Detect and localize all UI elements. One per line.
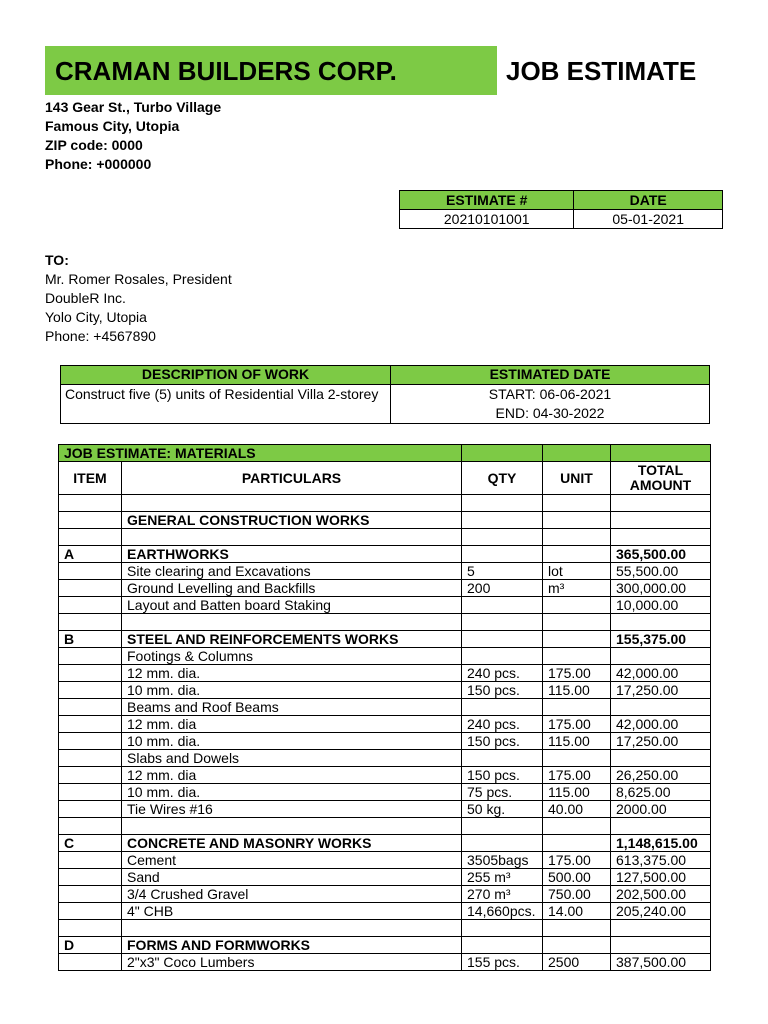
cell-qty: 150 pcs.	[462, 682, 543, 699]
estimated-date-header: ESTIMATED DATE	[391, 366, 710, 385]
cell-total: 205,240.00	[611, 903, 711, 920]
column-header-particulars: PARTICULARS	[122, 462, 462, 495]
cell-particulars: 10 mm. dia.	[122, 733, 462, 750]
table-row	[59, 512, 711, 529]
table-row	[59, 818, 711, 835]
cell-total: 26,250.00	[611, 767, 711, 784]
cell-qty	[462, 546, 543, 563]
cell-qty	[462, 750, 543, 767]
cell-qty: 255 m³	[462, 869, 543, 886]
cell-total: 42,000.00	[611, 665, 711, 682]
cell-item	[59, 648, 122, 665]
cell-particulars: EARTHWORKS	[122, 546, 462, 563]
cell-unit: m³	[543, 580, 611, 597]
cell-unit	[543, 614, 611, 631]
table-row	[59, 546, 711, 563]
table-row	[59, 801, 711, 818]
column-header-qty: QTY	[462, 462, 543, 495]
cell-particulars: Footings & Columns	[122, 648, 462, 665]
cell-qty	[462, 920, 543, 937]
cell-qty	[462, 937, 543, 954]
cell-item	[59, 716, 122, 733]
cell-unit	[543, 495, 611, 512]
address-line: ZIP code: 0000	[45, 137, 143, 153]
cell-particulars: Sand	[122, 869, 462, 886]
cell-particulars: FORMS AND FORMWORKS	[122, 937, 462, 954]
table-row	[59, 852, 711, 869]
cell-qty	[462, 529, 543, 546]
cell-particulars	[122, 920, 462, 937]
cell-qty: 75 pcs.	[462, 784, 543, 801]
cell-total: 55,500.00	[611, 563, 711, 580]
cell-item	[59, 954, 122, 971]
cell-total	[611, 614, 711, 631]
cell-total	[611, 495, 711, 512]
cell-total: 613,375.00	[611, 852, 711, 869]
work-description: Construct five (5) units of Residential Villa 2-storey	[61, 385, 391, 424]
cell-particulars: Tie Wires #16	[122, 801, 462, 818]
cell-unit: 115.00	[543, 733, 611, 750]
cell-item	[59, 495, 122, 512]
table-row	[59, 597, 711, 614]
cell-total: 387,500.00	[611, 954, 711, 971]
cell-qty: 14,660pcs.	[462, 903, 543, 920]
cell-total	[611, 818, 711, 835]
table-row	[59, 563, 711, 580]
header-fill	[462, 445, 543, 462]
cell-total: 10,000.00	[611, 597, 711, 614]
cell-particulars: GENERAL CONSTRUCTION WORKS	[122, 512, 462, 529]
address-line: 143 Gear St., Turbo Village	[45, 99, 222, 115]
cell-particulars	[122, 614, 462, 631]
table-row	[59, 580, 711, 597]
cell-qty: 200	[462, 580, 543, 597]
table-row	[59, 835, 711, 852]
cell-total: 17,250.00	[611, 682, 711, 699]
cell-item	[59, 784, 122, 801]
cell-qty	[462, 495, 543, 512]
company-address	[45, 98, 221, 174]
cell-qty: 240 pcs.	[462, 665, 543, 682]
cell-total: 8,625.00	[611, 784, 711, 801]
estimate-info-table	[399, 190, 723, 229]
table-row	[59, 903, 711, 920]
cell-particulars	[122, 818, 462, 835]
table-row	[59, 886, 711, 903]
table-row	[59, 614, 711, 631]
estimate-date-header: DATE	[574, 191, 723, 210]
cell-total: 17,250.00	[611, 733, 711, 750]
cell-qty	[462, 631, 543, 648]
cell-particulars	[122, 495, 462, 512]
cell-qty: 155 pcs.	[462, 954, 543, 971]
cell-item	[59, 869, 122, 886]
cell-unit: 2500	[543, 954, 611, 971]
cell-item	[59, 733, 122, 750]
cell-unit	[543, 597, 611, 614]
cell-particulars: Ground Levelling and Backfills	[122, 580, 462, 597]
table-row	[59, 750, 711, 767]
cell-unit	[543, 512, 611, 529]
cell-qty	[462, 512, 543, 529]
cell-qty	[462, 818, 543, 835]
estimate-number: 20210101001	[400, 210, 574, 229]
cell-unit	[543, 920, 611, 937]
address-line: Phone: +000000	[45, 156, 152, 172]
table-row	[59, 529, 711, 546]
cell-item	[59, 665, 122, 682]
cell-item: B	[59, 631, 122, 648]
estimate-number-header: ESTIMATE #	[400, 191, 574, 210]
cell-unit: 40.00	[543, 801, 611, 818]
table-row	[59, 784, 711, 801]
cell-unit	[543, 631, 611, 648]
recipient-block	[45, 251, 232, 346]
cell-item	[59, 512, 122, 529]
cell-item	[59, 580, 122, 597]
cell-unit: 500.00	[543, 869, 611, 886]
cell-total: 42,000.00	[611, 716, 711, 733]
column-header-unit: UNIT	[543, 462, 611, 495]
cell-total	[611, 529, 711, 546]
cell-particulars: CONCRETE AND MASONRY WORKS	[122, 835, 462, 852]
recipient-line: Mr. Romer Rosales, President	[45, 271, 232, 287]
cell-qty: 3505bags	[462, 852, 543, 869]
table-row	[59, 699, 711, 716]
cell-particulars: 4" CHB	[122, 903, 462, 920]
column-header-total: TOTAL AMOUNT	[611, 462, 711, 495]
materials-rows	[59, 495, 711, 971]
cell-item	[59, 563, 122, 580]
cell-unit: 115.00	[543, 682, 611, 699]
cell-total: 300,000.00	[611, 580, 711, 597]
cell-total	[611, 750, 711, 767]
recipient-line: DoubleR Inc.	[45, 290, 126, 306]
cell-unit	[543, 546, 611, 563]
recipient-line: Phone: +4567890	[45, 328, 156, 344]
cell-particulars: Slabs and Dowels	[122, 750, 462, 767]
cell-particulars: Beams and Roof Beams	[122, 699, 462, 716]
cell-item: A	[59, 546, 122, 563]
cell-qty: 150 pcs.	[462, 767, 543, 784]
cell-item	[59, 750, 122, 767]
cell-unit: 175.00	[543, 665, 611, 682]
cell-qty: 270 m³	[462, 886, 543, 903]
header-fill	[611, 445, 711, 462]
cell-particulars: 10 mm. dia.	[122, 784, 462, 801]
cell-particulars: STEEL AND REINFORCEMENTS WORKS	[122, 631, 462, 648]
cell-total: 127,500.00	[611, 869, 711, 886]
cell-qty: 150 pcs.	[462, 733, 543, 750]
cell-total	[611, 512, 711, 529]
materials-table	[58, 444, 711, 971]
table-row	[59, 869, 711, 886]
cell-qty	[462, 835, 543, 852]
cell-unit: 750.00	[543, 886, 611, 903]
cell-total	[611, 699, 711, 716]
cell-particulars	[122, 529, 462, 546]
cell-item	[59, 852, 122, 869]
cell-item	[59, 903, 122, 920]
cell-total: 1,148,615.00	[611, 835, 711, 852]
cell-qty	[462, 648, 543, 665]
cell-particulars: 12 mm. dia	[122, 716, 462, 733]
cell-unit	[543, 835, 611, 852]
estimate-date: 05-01-2021	[574, 210, 723, 229]
cell-unit: 175.00	[543, 767, 611, 784]
cell-total	[611, 920, 711, 937]
cell-unit	[543, 937, 611, 954]
cell-unit: 175.00	[543, 852, 611, 869]
table-row	[59, 954, 711, 971]
table-row	[59, 631, 711, 648]
table-row	[59, 716, 711, 733]
cell-qty	[462, 699, 543, 716]
recipient-label: TO:	[45, 252, 69, 268]
cell-item	[59, 801, 122, 818]
cell-item	[59, 886, 122, 903]
document-title: JOB ESTIMATE	[506, 56, 697, 86]
cell-total: 202,500.00	[611, 886, 711, 903]
cell-qty	[462, 597, 543, 614]
cell-item: D	[59, 937, 122, 954]
cell-item	[59, 597, 122, 614]
header-fill	[543, 445, 611, 462]
cell-total: 365,500.00	[611, 546, 711, 563]
cell-item: C	[59, 835, 122, 852]
company-banner	[45, 46, 497, 95]
cell-particulars: 12 mm. dia.	[122, 665, 462, 682]
cell-total	[611, 648, 711, 665]
cell-item	[59, 920, 122, 937]
cell-qty: 50 kg.	[462, 801, 543, 818]
cell-unit	[543, 648, 611, 665]
cell-particulars: 10 mm. dia.	[122, 682, 462, 699]
cell-qty: 240 pcs.	[462, 716, 543, 733]
cell-total	[611, 937, 711, 954]
cell-total: 2000.00	[611, 801, 711, 818]
table-row	[59, 682, 711, 699]
cell-unit	[543, 529, 611, 546]
materials-section-title: JOB ESTIMATE: MATERIALS	[59, 445, 462, 462]
recipient-line: Yolo City, Utopia	[45, 309, 147, 325]
cell-item	[59, 682, 122, 699]
cell-unit	[543, 750, 611, 767]
end-date: END: 04-30-2022	[495, 405, 605, 421]
cell-total: 155,375.00	[611, 631, 711, 648]
cell-unit	[543, 699, 611, 716]
start-date: START: 06-06-2021	[488, 386, 612, 402]
cell-particulars: 3/4 Crushed Gravel	[122, 886, 462, 903]
cell-particulars: Cement	[122, 852, 462, 869]
table-row	[59, 733, 711, 750]
table-row	[59, 937, 711, 954]
cell-unit: lot	[543, 563, 611, 580]
cell-particulars: Layout and Batten board Staking	[122, 597, 462, 614]
cell-qty	[462, 614, 543, 631]
description-header: DESCRIPTION OF WORK	[61, 366, 391, 385]
table-row	[59, 767, 711, 784]
cell-item	[59, 767, 122, 784]
cell-qty: 5	[462, 563, 543, 580]
cell-item	[59, 529, 122, 546]
work-description-table	[60, 365, 710, 424]
table-row	[59, 495, 711, 512]
cell-particulars: Site clearing and Excavations	[122, 563, 462, 580]
cell-unit: 14.00	[543, 903, 611, 920]
cell-particulars: 12 mm. dia	[122, 767, 462, 784]
cell-item	[59, 699, 122, 716]
cell-unit	[543, 818, 611, 835]
cell-item	[59, 614, 122, 631]
estimated-dates	[391, 385, 710, 424]
table-row	[59, 920, 711, 937]
column-header-item: ITEM	[59, 462, 122, 495]
cell-particulars: 2"x3" Coco Lumbers	[122, 954, 462, 971]
table-row	[59, 665, 711, 682]
address-line: Famous City, Utopia	[45, 118, 180, 134]
company-name: CRAMAN BUILDERS CORP.	[55, 56, 397, 86]
cell-item	[59, 818, 122, 835]
cell-unit: 175.00	[543, 716, 611, 733]
cell-unit: 115.00	[543, 784, 611, 801]
table-row	[59, 648, 711, 665]
